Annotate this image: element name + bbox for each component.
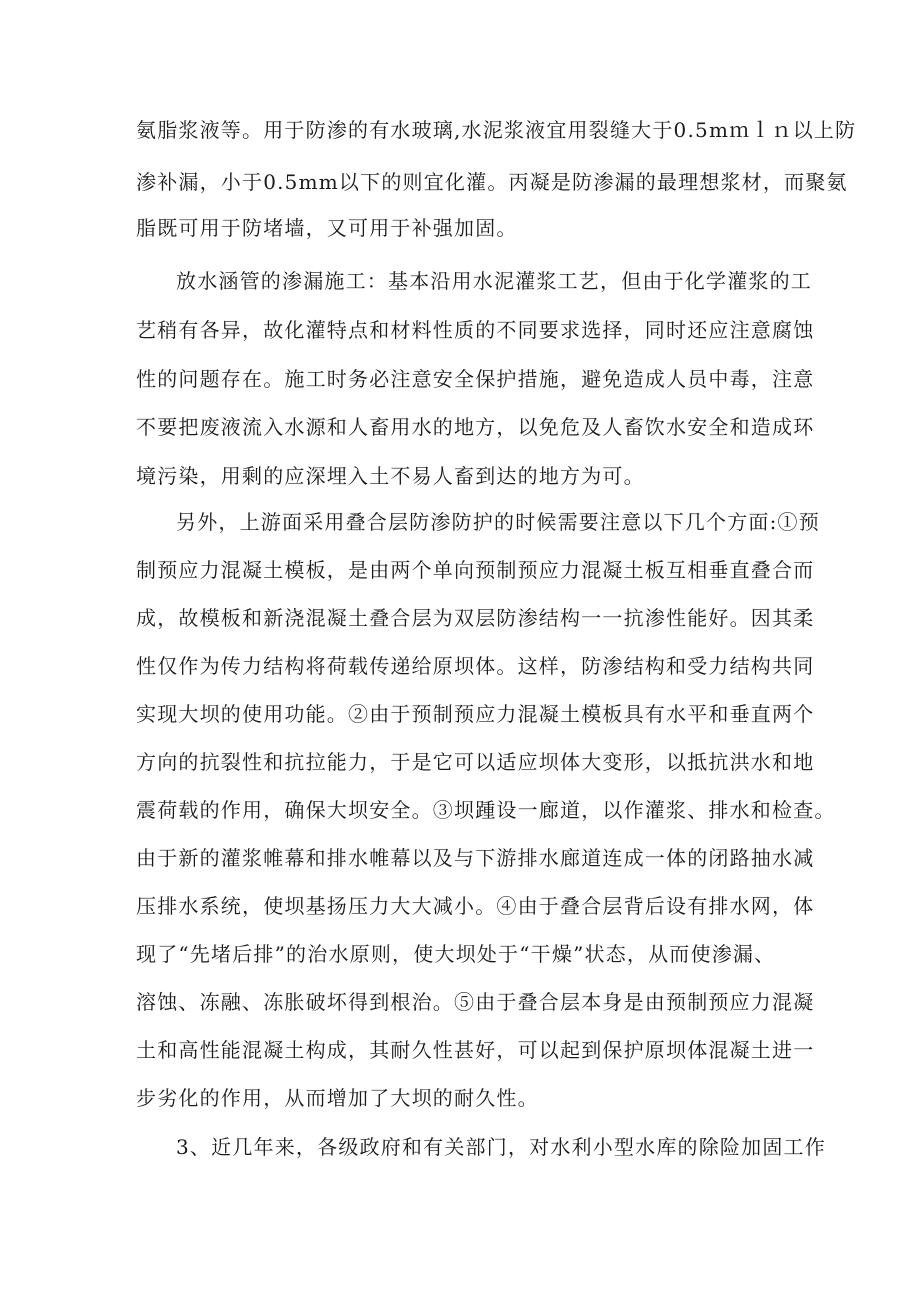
text-line: 现了“先堵后排”的治水原则，使大坝处于“干燥”状态，从而使渗漏、 [136,942,776,966]
text-line: 震荷载的作用，确保大坝安全。③坝踵设一廊道，以作灌浆、排水和检查。 [136,798,836,822]
text-line: 实现大坝的使用功能。②由于预制预应力混凝土模板具有水平和垂直两个 [136,702,815,726]
text-line: 土和高性能混凝土构成，其耐久性甚好，可以起到保护原坝体混凝土进一 [136,1038,815,1062]
text-line: 步劣化的作用，从而增加了大坝的耐久性。 [136,1086,539,1110]
paragraph-first-line: 放水涵管的渗漏施工：基本沿用水泥灌浆工艺，但由于化学灌浆的工 [176,269,812,293]
text-line: 氨脂浆液等。用于防渗的有水玻璃,水泥浆液宜用裂缝大于0.5mｍｌｎ以上防 [136,118,857,142]
text-line: 渗补漏，小于0.5mm以下的则宜化灌。丙凝是防渗漏的最理想浆材，而聚氨 [136,170,848,194]
text-line: 成，故模板和新浇混凝土叠合层为双层防渗结构一一抗渗性能好。因其柔 [136,606,815,630]
text-line: 性仅作为传力结构将荷载传递给原坝体。这样，防渗结构和受力结构共同 [136,654,815,678]
text-line: 制预应力混凝土模板，是由两个单向预制预应力混凝土板互相垂直叠合而 [136,558,815,582]
text-line: 由于新的灌浆帷幕和排水帷幕以及与下游排水廊道连成一体的闭路抽水减 [136,846,815,870]
text-line: 境污染，用剩的应深埋入土不易人畜到达的地方为可。 [136,464,645,488]
text-line: 艺稍有各异，故化灌特点和材料性质的不同要求选择，同时还应注意腐蚀 [136,318,815,342]
text-line: 压排水系统，使坝基扬压力大大减小。④由于叠合层背后设有排水网，体 [136,894,815,918]
text-line: 方向的抗裂性和抗拉能力，于是它可以适应坝体大变形，以抵抗洪水和地 [136,750,815,774]
paragraph-first-line: 另外，上游面采用叠合层防渗防护的时候需要注意以下几个方面:①预 [176,510,820,534]
text-line: 性的问题存在。施工时务必注意安全保护措施，避免造成人员中毒，注意 [136,367,815,391]
paragraph-first-line: 3、近几年来，各级政府和有关部门，对水利小型水库的除险加固工作 [176,1135,826,1159]
text-line: 溶蚀、冻融、冻胀破坏得到根治。⑤由于叠合层本身是由预制预应力混凝 [136,990,815,1014]
text-line: 不要把废液流入水源和人畜用水的地方，以免危及人畜饮水安全和造成环 [136,415,815,439]
text-line: 脂既可用于防堵墙，又可用于补强加固。 [136,216,518,240]
